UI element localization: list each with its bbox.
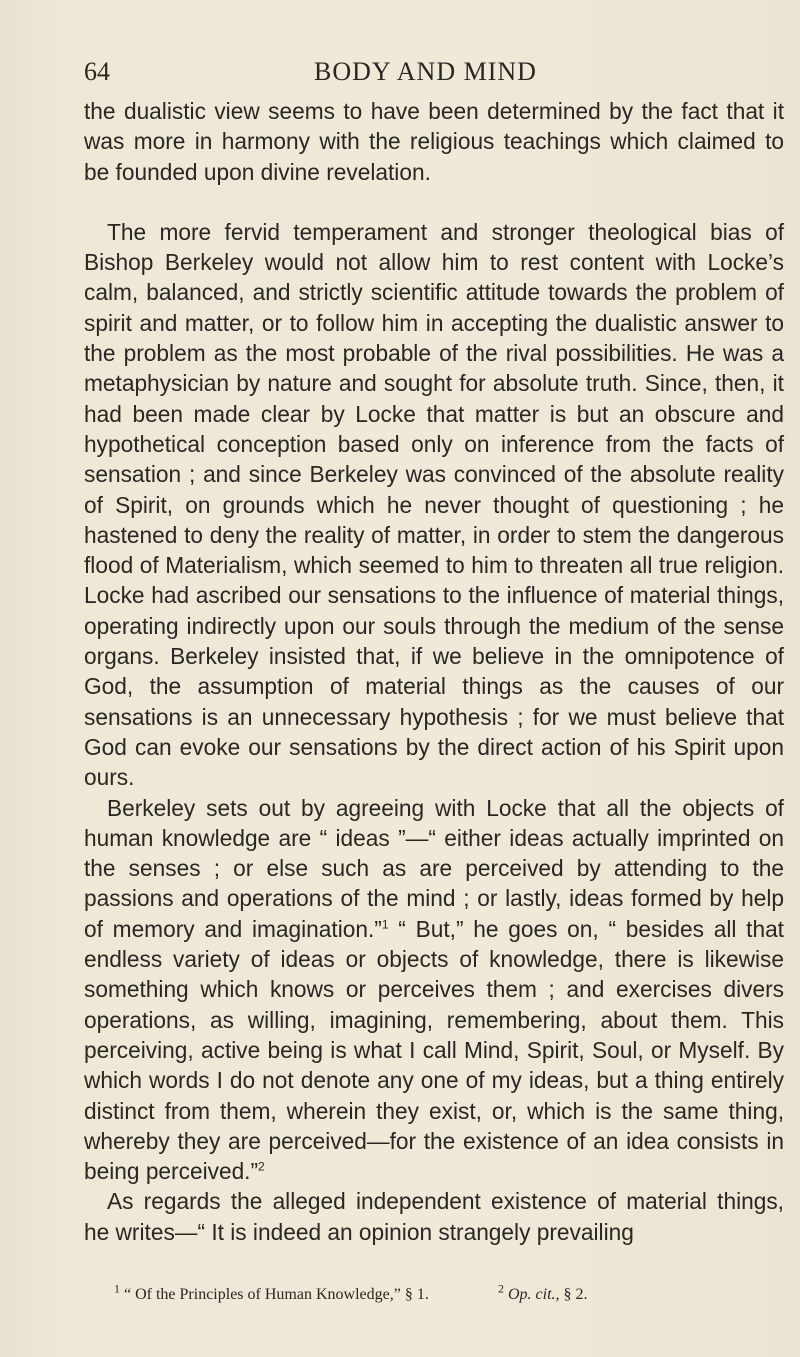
footnote-1-text: “ Of the Principles of Human Knowledge,” § 1. [120,1286,429,1303]
body-text [84,96,784,1247]
quote-part-1: Berkeley sets out by agreeing with Locke that all the objects of human knowledge are “ ideas ”—“ either ideas actually imprinted on the senses ; or else such as are perceived by attending to the passions and operations of the mind ; or lastly, ideas formed by help of memory and imagination.” [84,794,784,942]
footnote-1-marker: 1 [114,1281,120,1296]
footnote-2 [498,1281,588,1305]
footnote-ref-1: 1 [381,917,389,932]
running-title: BODY AND MIND [314,57,537,86]
footnote-1 [114,1281,429,1305]
paragraph-material-things: As regards the alleged independent existence of material things, he writes—“ It is indeed an opinion strangely prevailing [84,1188,784,1245]
footnote-2-text: § 2. [563,1286,588,1303]
page-header [84,54,800,90]
footnote-2-marker: 2 [498,1281,504,1296]
paragraph-berkeley-temperament: The more fervid temperament and stronger theological bias of Bishop Berkeley would not allow him to rest content with Locke’s calm, balanced, and strictly scientific attitude towards the problem of spirit and matter, or to follow him in accepting the dualistic answer to the problem as the most probable of the rival possibilities. He was a metaphysician by nature and sought for absolute truth. Since, then, it had been made clear by Locke that matter is but an obscure and hypothetical conception based only on inference from the facts of sensation ; and since Berkeley was convinced of the absolute reality of Spirit, on grounds which he never thought of questioning ; he hastened to deny the reality of matter, in order to stem the dangerous flood of Materialism, which seemed to him to threaten all true religion. Locke had ascribed our sensations to the influence of material things, operating indirectly upon our souls through the medium of the sense organs. Berkeley insisted that, if we believe in the omnipotence of God, the assumption of material things as the causes of our sensations is an unnecessary hypothesis ; for we must believe that God can evoke our sensations by the direct action of his Spirit upon ours. [84,218,784,791]
footnote-2-italic: Op. cit., [508,1286,560,1303]
footnote-ref-2: 2 [258,1159,265,1174]
paragraph-continued: the dualistic view seems to have been determined by the fact that it was more in harmony with the religious teachings which claimed to be founded upon divine revelation. [84,98,784,185]
quote-part-2: “ But,” he goes on, “ besides all that endless variety of ideas or objects of knowledge, there is likewise something which knows or perceives them ; and exercises divers operations, as willing, imagining, remembering, about them. This perceiving, active being is what I call Mind, Spirit, Soul, or Myself. By which words I do not denote any one of my ideas, but a thing entirely distinct from them, wherein they exist, or, which is the same thing, whereby they are perceived—for the existence of an idea consists in being perceived.” [84,915,784,1185]
page-number: 64 [84,57,110,86]
paragraph-berkeley-ideas [84,793,784,1187]
